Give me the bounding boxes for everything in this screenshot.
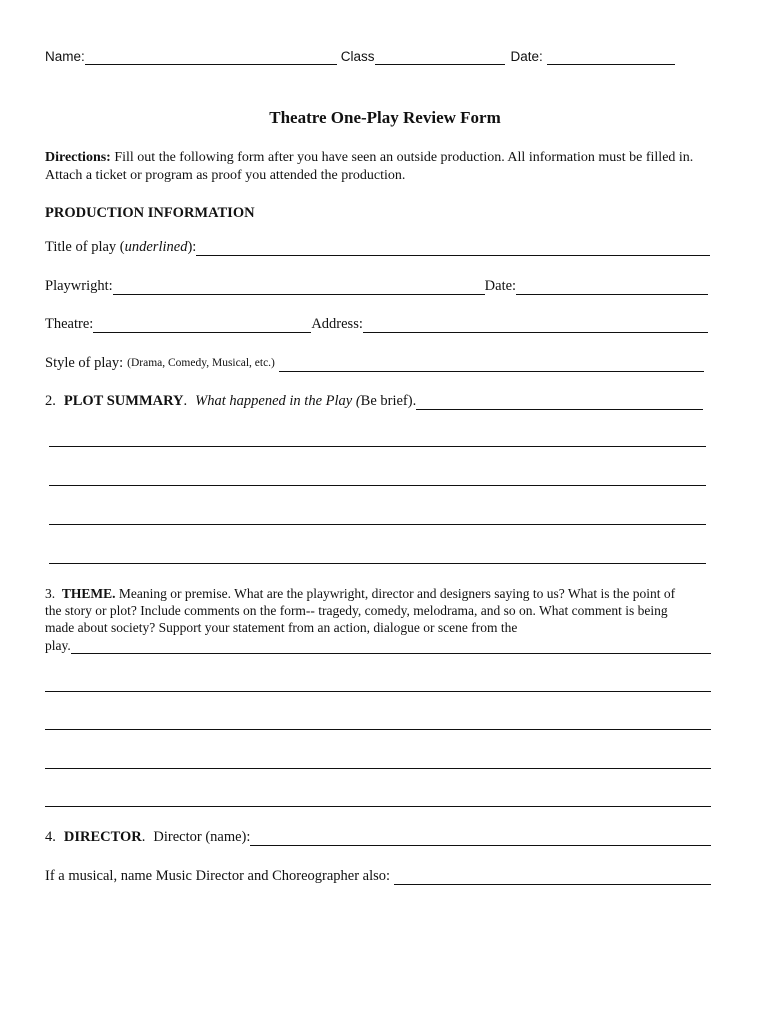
plot-prompt-italic: What happened in the Play (: [195, 393, 361, 409]
theme-number: 3.: [45, 586, 56, 601]
production-date-field[interactable]: [516, 280, 708, 295]
style-row: [45, 355, 704, 372]
theme-play-row: [45, 637, 711, 654]
theatre-field[interactable]: [93, 318, 311, 333]
address-label: Address:: [311, 316, 363, 332]
class-label: Class: [340, 49, 375, 64]
playwright-label: Playwright:: [45, 278, 113, 294]
theme-text-1: Meaning or premise. What are the playwright, director and designers saying to us? What is the point of: [115, 586, 676, 601]
musical-field[interactable]: [394, 870, 711, 885]
plot-answer-line[interactable]: [49, 563, 706, 564]
director-row: [45, 829, 711, 846]
class-field[interactable]: [375, 50, 505, 65]
musical-label: If a musical, name Music Director and Choreographer also:: [45, 868, 391, 884]
style-hint: (Drama, Comedy, Musical, etc.): [127, 357, 275, 369]
theme-text-4: play.: [45, 638, 71, 653]
title-of-play-row: [45, 239, 710, 256]
plot-answer-line[interactable]: [49, 524, 706, 525]
plot-summary-field[interactable]: [416, 395, 703, 410]
directions-text: Fill out the following form after you have seen an outside production. All information must be filled in. Attach a ticket or program as proof you attended the production.: [45, 150, 694, 183]
theme-answer-line[interactable]: [45, 729, 711, 730]
directions-label: Directions:: [45, 150, 111, 165]
theme-section: [45, 585, 720, 636]
date-label: Date:: [510, 49, 543, 64]
playwright-row: [45, 278, 708, 295]
theme-answer-line[interactable]: [45, 768, 711, 769]
musical-row: [45, 868, 711, 885]
name-field[interactable]: [85, 50, 337, 65]
address-field[interactable]: [363, 318, 708, 333]
director-heading: DIRECTOR: [63, 829, 142, 845]
theme-field[interactable]: [71, 639, 711, 654]
plot-answer-line[interactable]: [49, 446, 706, 447]
plot-heading: PLOT SUMMARY: [63, 393, 184, 409]
style-field[interactable]: [279, 357, 704, 372]
header-row: [45, 48, 685, 65]
title-of-play-label-end: ):: [187, 239, 197, 255]
theme-answer-line[interactable]: [45, 806, 711, 807]
theme-text-3: made about society? Support your statement from an action, dialogue or scene from the: [45, 620, 518, 635]
playwright-field[interactable]: [113, 280, 485, 295]
plot-summary-row: [45, 393, 703, 410]
director-name-field[interactable]: [250, 831, 711, 846]
theatre-row: [45, 316, 708, 333]
plot-number: 2.: [45, 393, 56, 409]
style-label: Style of play:: [45, 355, 124, 371]
form-title: Theatre One-Play Review Form: [269, 108, 501, 127]
theme-line-1: [45, 585, 720, 602]
production-heading: PRODUCTION INFORMATION: [45, 205, 255, 221]
name-label: Name:: [45, 49, 85, 64]
plot-heading-period: .: [183, 393, 188, 409]
title-of-play-field[interactable]: [196, 241, 710, 256]
director-heading-period: .: [141, 829, 146, 845]
director-number: 4.: [45, 829, 56, 845]
plot-prompt-plain: Be brief).: [360, 393, 417, 409]
director-name-label: Director (name):: [153, 829, 251, 845]
directions: [45, 149, 705, 184]
title-of-play-label-start: Title of play (: [45, 239, 125, 255]
date-field[interactable]: [547, 50, 675, 65]
plot-answer-line[interactable]: [49, 485, 706, 486]
theme-text-2: the story or plot? Include comments on the form-- tragedy, comedy, melodrama, and so on. What comment is being: [45, 603, 668, 618]
theme-answer-line[interactable]: [45, 691, 711, 692]
theme-heading: THEME.: [61, 586, 116, 601]
theatre-label: Theatre:: [45, 316, 94, 332]
production-date-label: Date:: [484, 278, 517, 294]
title-of-play-label-underlined: underlined: [124, 239, 188, 255]
